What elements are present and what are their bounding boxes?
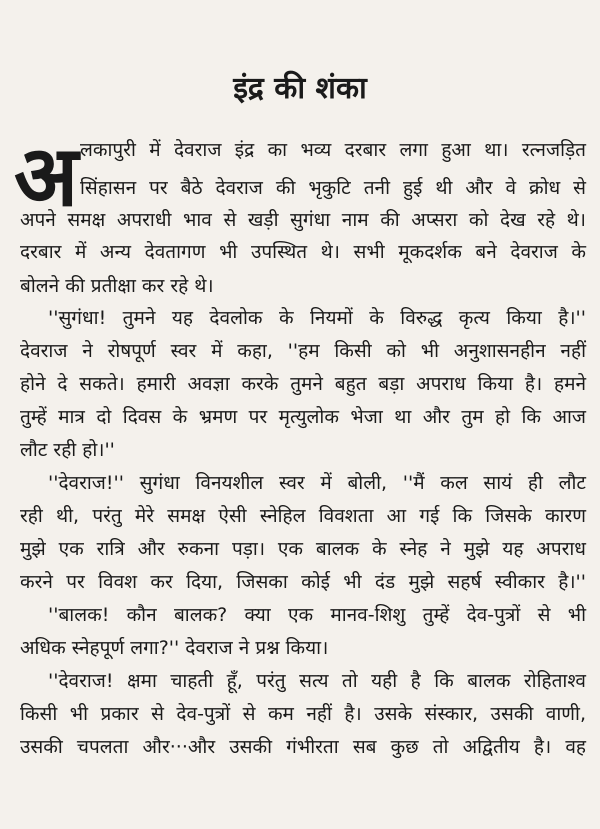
text-line: ''सुगंधा! तुमने यह देवलोक के नियमों के विरुद्ध कृत्य किया है।'' [48,307,586,329]
text-line: ''बालक! कौन बालक? क्या एक मानव-शिशु तुम्हें देव-पुत्रों से भी [48,604,586,626]
text-line: तुम्हें मात्र दो दिवस के भ्रमण पर मृत्युलोक भेजा था और तुम हो कि आज [20,406,586,428]
drop-cap: अ [14,127,79,225]
text-line: ''देवराज! क्षमा चाहती हूँ, परंतु सत्य तो यही है कि बालक रोहिताश्व [48,670,586,692]
text-line: दरबार में अन्य देवतागण भी उपस्थित थे। सभी मूकदर्शक बने देवराज के [20,241,586,263]
text-line: होने दे सकते। हमारी अवज्ञा करके तुमने बहुत बड़ा अपराध किया है। हमने [20,373,586,395]
chapter-title: इंद्र की शंका [233,71,367,106]
text-line: सिंहासन पर बैठे देवराज की भृकुटि तनी हुई थी और वे क्रोध से [80,177,586,199]
text-line: मुझे एक रात्रि और रुकना पड़ा। एक बालक के स्नेह ने मुझे यह अपराध [20,538,586,560]
text-line: रही थी, परंतु मेरे समक्ष ऐसी स्नेहिल विवशता आ गई कि जिसके कारण [20,505,586,527]
text-line: उसकी चपलता और···और उसकी गंभीरता सब कुछ तो अद्वितीय है। वह [20,736,586,758]
text-line: लौट रही हो।'' [20,439,115,461]
text-line: करने पर विवश कर दिया, जिसका कोई भी दंड मुझे सहर्ष स्वीकार है।'' [20,571,586,593]
text-line: देवराज ने रोषपूर्ण स्वर में कहा, ''हम किसी को भी अनुशासनहीन नहीं [20,340,586,362]
text-line: अपने समक्ष अपराधी भाव से खड़ी सुगंधा नाम की अप्सरा को देख रहे थे। [20,209,586,231]
text-line: ''देवराज!'' सुगंधा विनयशील स्वर में बोली, ''मैं कल सायं ही लौट [48,472,586,494]
text-line: बोलने की प्रतीक्षा कर रहे थे। [20,275,214,297]
text-line: लकापुरी में देवराज इंद्र का भव्य दरबार लगा हुआ था। रत्नजड़ित [80,139,586,161]
text-line: किसी भी प्रकार से देव-पुत्रों से कम नहीं है। उसके संस्कार, उसकी वाणी, [20,703,586,725]
text-line: अधिक स्नेहपूर्ण लगा?'' देवराज ने प्रश्न किया। [20,637,329,659]
